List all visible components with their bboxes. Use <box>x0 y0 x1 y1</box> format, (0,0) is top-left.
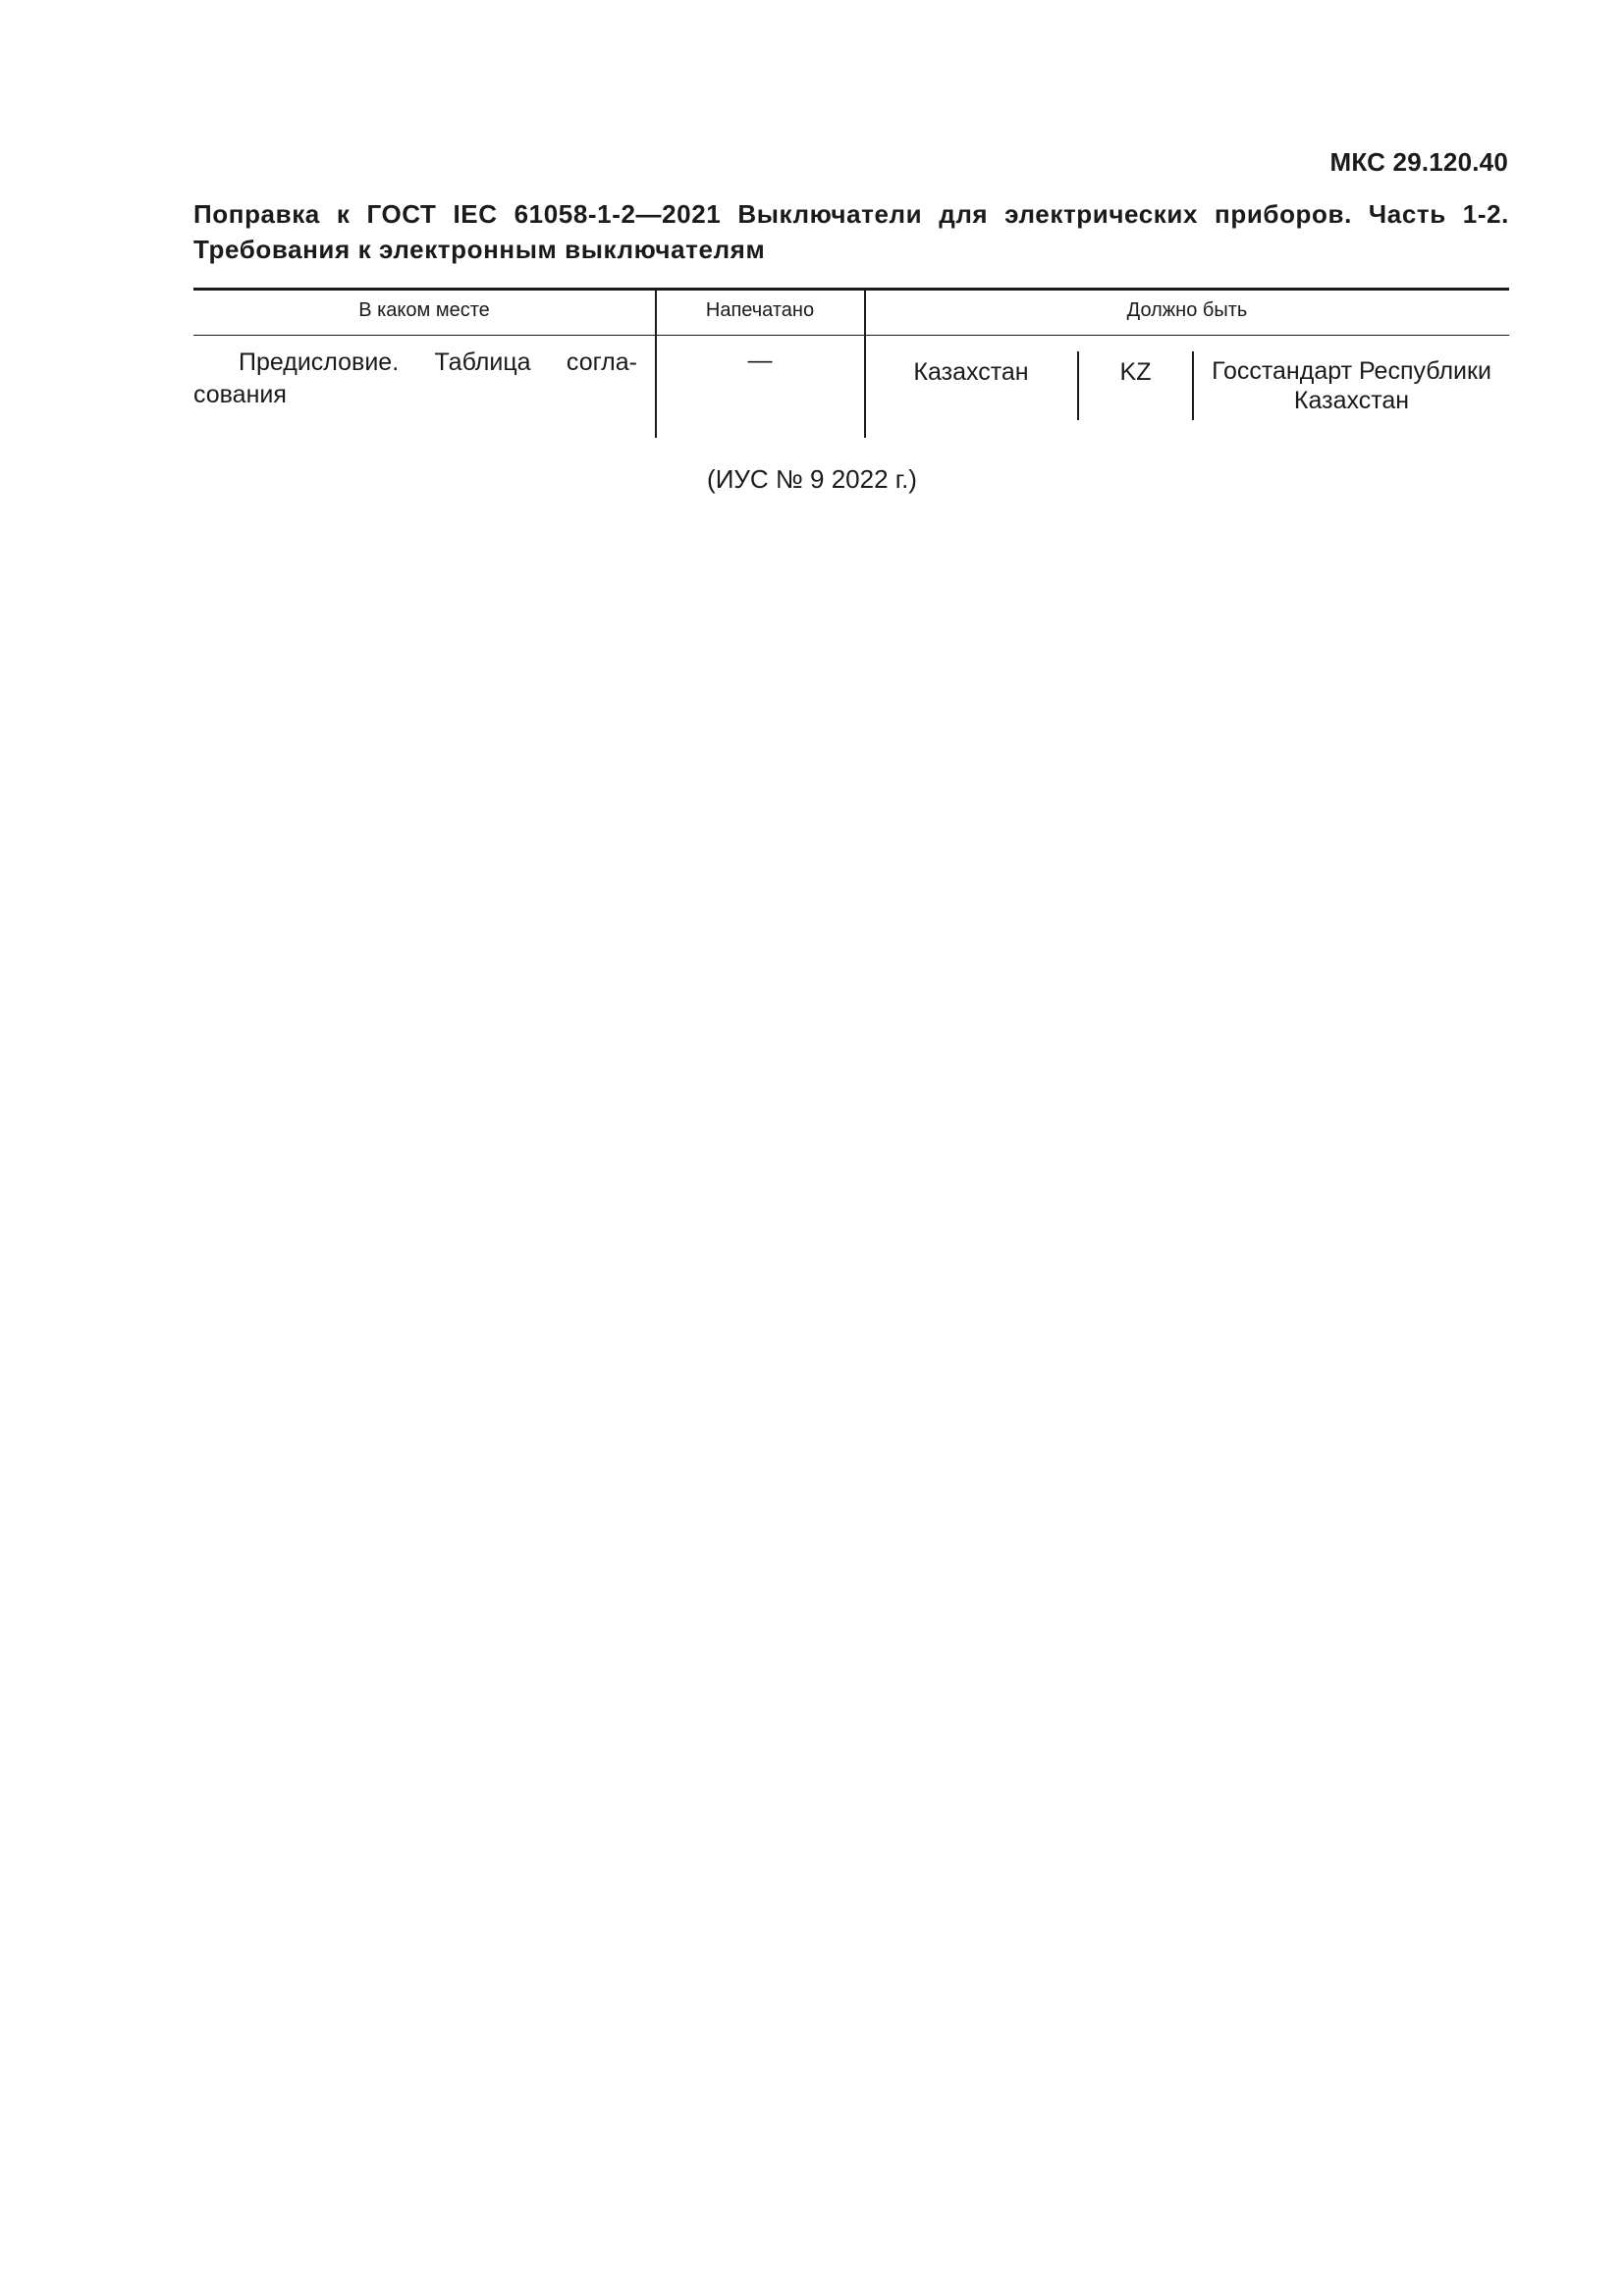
column-header-should-be: Должно быть <box>1126 299 1248 321</box>
table-row-where: Предисловие. Таблица согла-сования <box>193 348 637 408</box>
table-row-country: Казахстан <box>913 358 1029 386</box>
column-header-printed: Напечатано <box>705 299 815 321</box>
document-title: Поправка к ГОСТ IEC 61058-1-2—2021 Выключатели для электрических приборов. Часть 1-2. Требования к электронным выключателям <box>193 199 1509 264</box>
classification-code: МКС 29.120.40 <box>1329 147 1508 177</box>
table-row-country-code: KZ <box>1119 358 1152 386</box>
column-header-where: В каком месте <box>358 299 490 321</box>
issue-reference: (ИУС № 9 2022 г.) <box>707 464 917 494</box>
table-top-rule <box>193 288 1509 291</box>
table-row-printed: — <box>747 347 773 374</box>
table-row-standards-body: Госстандарт Республики Казахстан <box>1212 357 1491 414</box>
table-header-rule <box>193 335 1509 336</box>
